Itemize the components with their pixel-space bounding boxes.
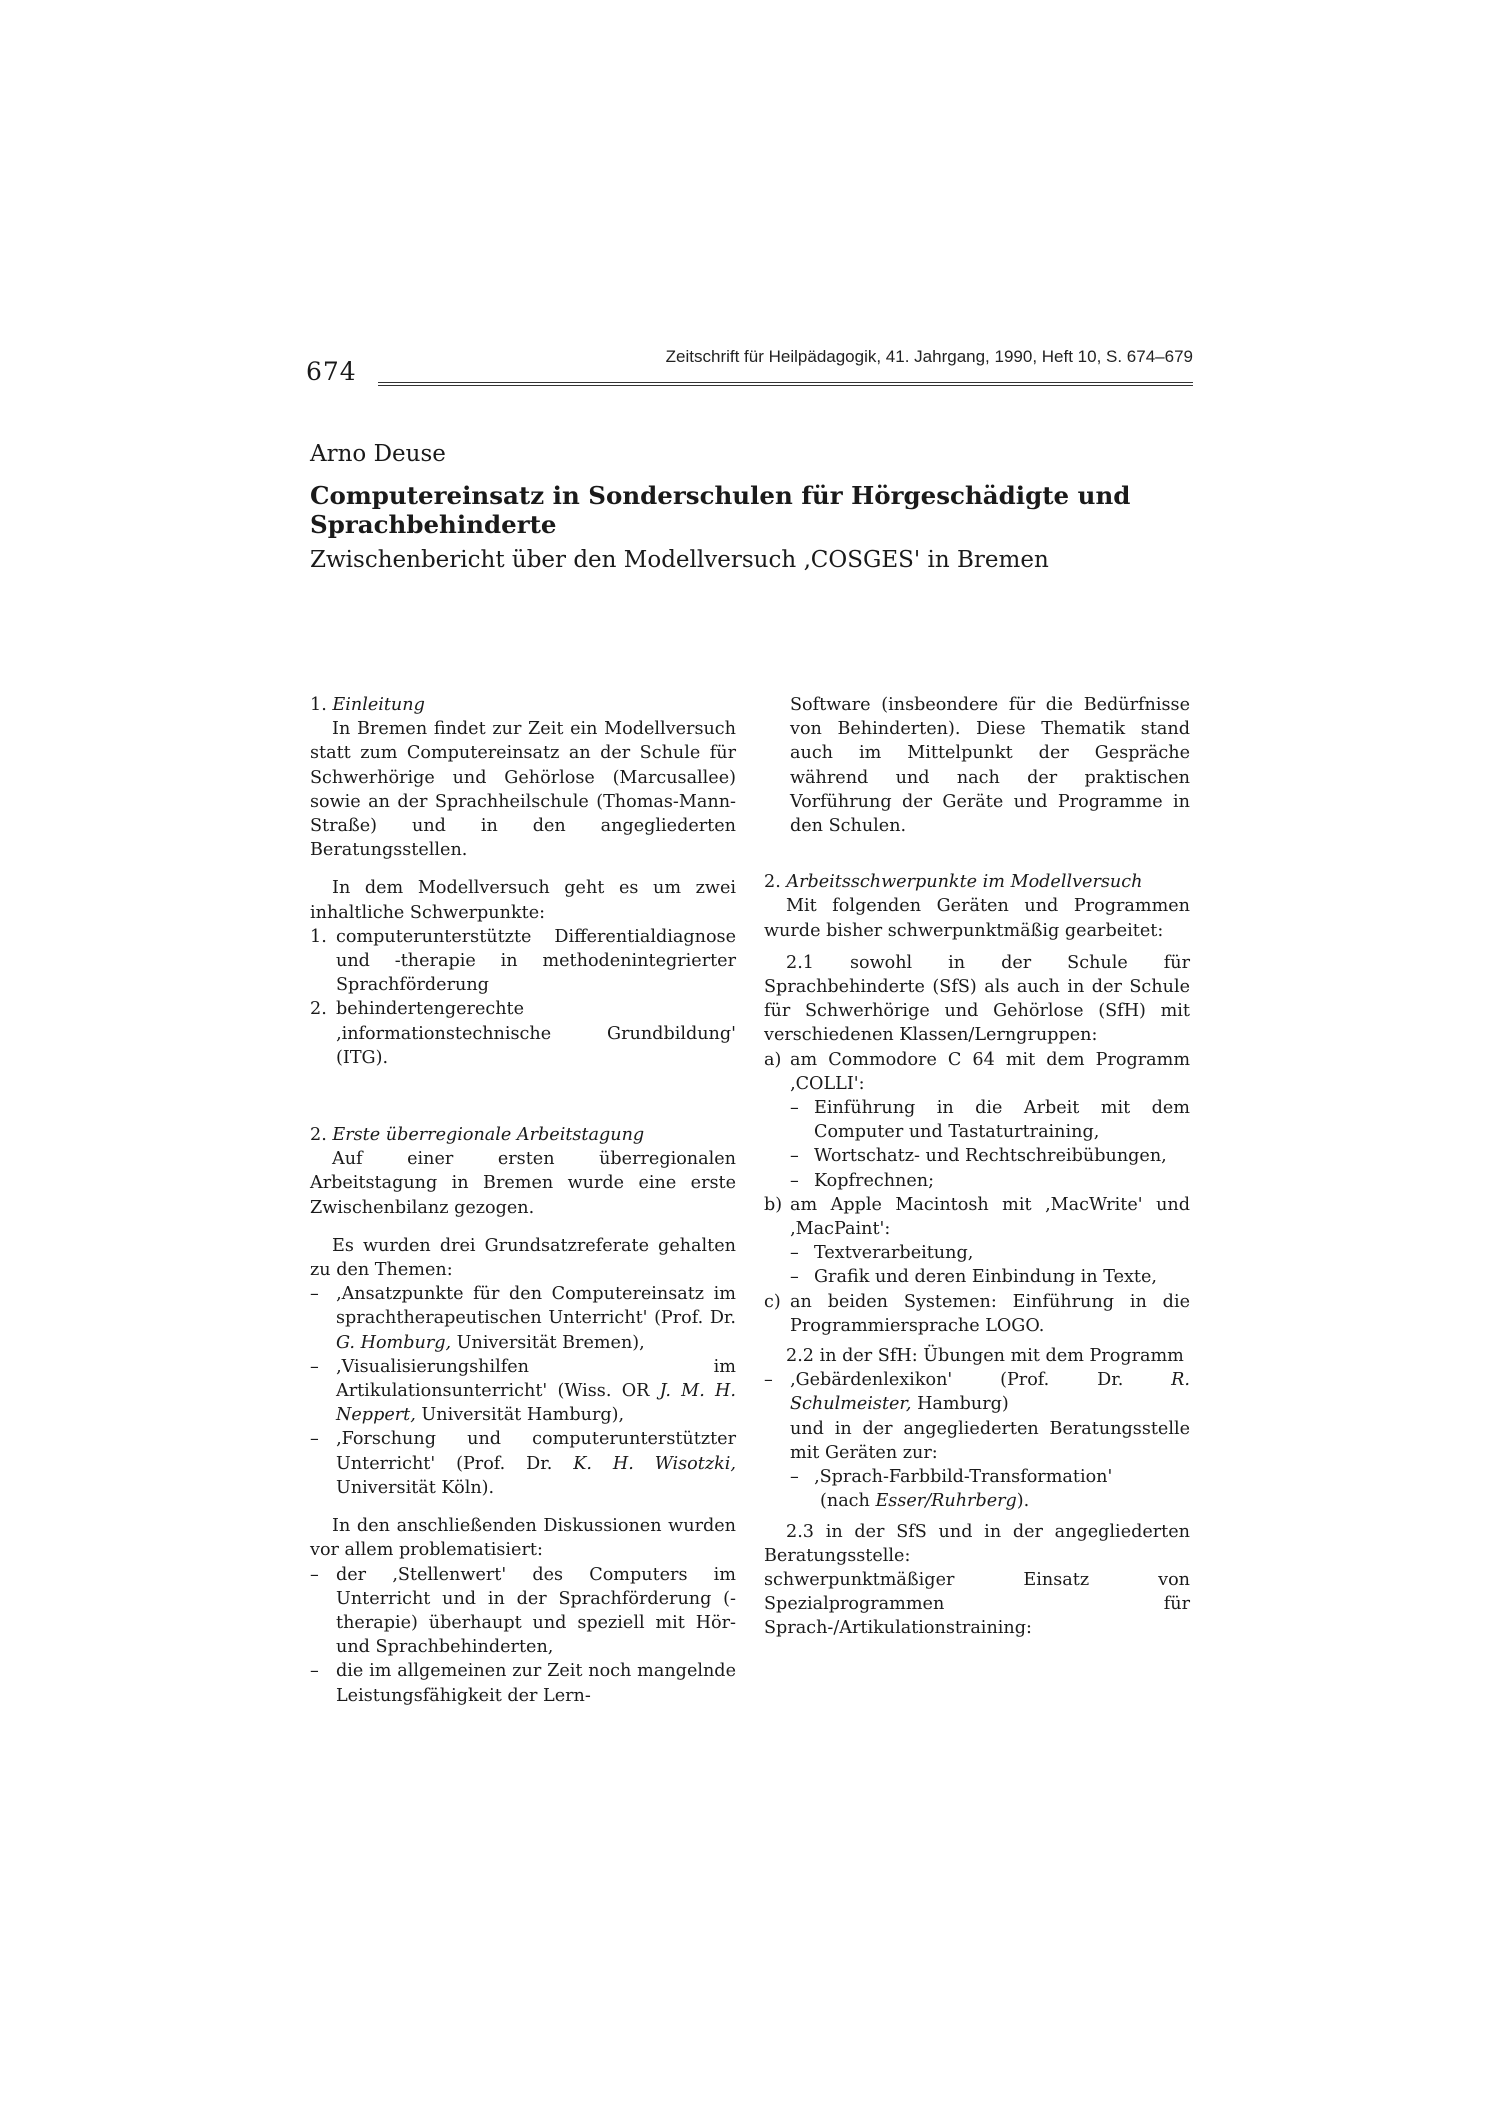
paragraph: 2.3 in der SfS und in der angegliederten Beratungsstelle:	[764, 1521, 1190, 1566]
list-subitem: – Wortschatz- und Rechtschreibübungen,	[790, 1146, 1167, 1167]
list-item: 1. computerunterstützte Differentialdiagnose und -therapie in methodenintegrierter Sprachförderung	[310, 926, 736, 996]
list-subitem: – Einführung in die Arbeit mit dem Computer und Tastaturtraining,	[790, 1098, 1190, 1143]
list-item: – ‚Visualisierungshilfen im Artikulationsunterricht' (Wiss. OR J. M. H. Neppert, Universität Hamburg),	[310, 1356, 736, 1426]
list-item: a) am Commodore C 64 mit dem Programm ‚COLLI':	[764, 1049, 1190, 1094]
paragraph: Software (insbeondere für die Bedürfnisse von Behinderten). Diese Thematik stand auch im Mittelpunkt der Gespräche während und nach der praktischen Vorführung der Geräte und Programme in den Schulen.	[790, 695, 1190, 837]
journal-header: Zeitschrift für Heilpädagogik, 41. Jahrgang, 1990, Heft 10, S. 674–679	[665, 347, 1193, 366]
paragraph: In dem Modellversuch geht es um zwei inhaltliche Schwerpunkte:	[310, 878, 736, 923]
list-item: b) am Apple Macintosh mit ‚MacWrite' und ‚MacPaint':	[764, 1194, 1190, 1240]
paragraph: Mit folgenden Geräten und Programmen wurde bisher schwerpunktmäßig gearbeitet:	[764, 896, 1190, 941]
paragraph: Auf einer ersten überregionalen Arbeitstagung in Bremen wurde eine erste Zwischenbilanz gezogen.	[310, 1149, 736, 1218]
list-subitem: – Grafik und deren Einbindung in Texte,	[790, 1267, 1158, 1288]
author-name: Arno Deuse	[310, 441, 446, 467]
section-heading-arbeitsschwerpunkte: 2. Arbeitsschwerpunkte im Modellversuch	[764, 872, 1143, 893]
paragraph: 2.2 in der SfH: Übungen mit dem Programm	[786, 1346, 1184, 1367]
list-item: c) an beiden Systemen: Einführung in die Programmiersprache LOGO.	[764, 1291, 1190, 1336]
article-subtitle: Zwischenbericht über den Modellversuch ‚COSGES' in Bremen	[310, 547, 1049, 573]
paragraph: schwerpunktmäßiger Einsatz von Spezialprogrammen für Sprach-/Artikulationstraining:	[764, 1569, 1190, 1639]
list-subitem: – ‚Sprach-Farbbild-Transformation'	[790, 1467, 1113, 1488]
list-item: – ‚Ansatzpunkte für den Computereinsatz im sprachtherapeutischen Unterricht' (Prof. Dr. G. Homburg, Universität Bremen),	[310, 1284, 736, 1353]
list-subitem: – Textverarbeitung,	[790, 1243, 974, 1264]
list-item: – ‚Forschung und computerunterstützter Unterricht' (Prof. Dr. K. H. Wisotzki, Universität Köln).	[310, 1429, 736, 1498]
list-item: – der ‚Stellenwert' des Computers im Unterricht und in der Sprachförderung (-therapie) überhaupt und speziell mit Hör- und Sprachbehinderten,	[310, 1564, 736, 1658]
header-rule	[378, 382, 1193, 386]
page-number: 674	[306, 357, 357, 386]
paragraph: Es wurden drei Grundsatzreferate gehalten zu den Themen:	[310, 1235, 736, 1281]
paragraph: In Bremen findet zur Zeit ein Modellversuch statt zum Computereinsatz an der Schule für Schwerhörige und Gehörlose (Marcusallee) sowie an der Sprachheilschule (Thomas-Mann-Straße) und in den angegliederten Beratungsstellen.	[310, 719, 736, 861]
paragraph: 2.1 sowohl in der Schule für Sprachbehinderte (SfS) als auch in der Schule für Schwerhörige und Gehörlose (SfH) mit verschiedenen Klassen/Lerngruppen:	[764, 952, 1190, 1046]
paragraph: und in der angegliederten Beratungsstelle mit Geräten zur:	[790, 1418, 1190, 1463]
list-subitem: – Kopfrechnen;	[790, 1170, 935, 1191]
list-item: 2. behindertengerechte ‚informationstechnische Grundbildung' (ITG).	[310, 999, 736, 1068]
right-column	[764, 693, 1190, 1641]
list-item: – die im allgemeinen zur Zeit noch mangelnde Leistungsfähigkeit der Lern-	[310, 1661, 736, 1706]
section-heading-arbeitstagung: 2. Erste überregionale Arbeitstagung	[310, 1125, 645, 1146]
list-item: – ‚Gebärdenlexikon' (Prof. Dr. R. Schulmeister, Hamburg)	[764, 1370, 1190, 1415]
article-title: Computereinsatz in Sonderschulen für Hörgeschädigte und Sprachbehinderte	[310, 481, 1131, 539]
left-column	[310, 693, 736, 1708]
citation: (nach Esser/Ruhrberg).	[820, 1491, 1030, 1512]
section-heading-einleitung: 1. Einleitung	[310, 695, 425, 715]
paragraph: In den anschließenden Diskussionen wurden vor allem problematisiert:	[310, 1516, 736, 1561]
